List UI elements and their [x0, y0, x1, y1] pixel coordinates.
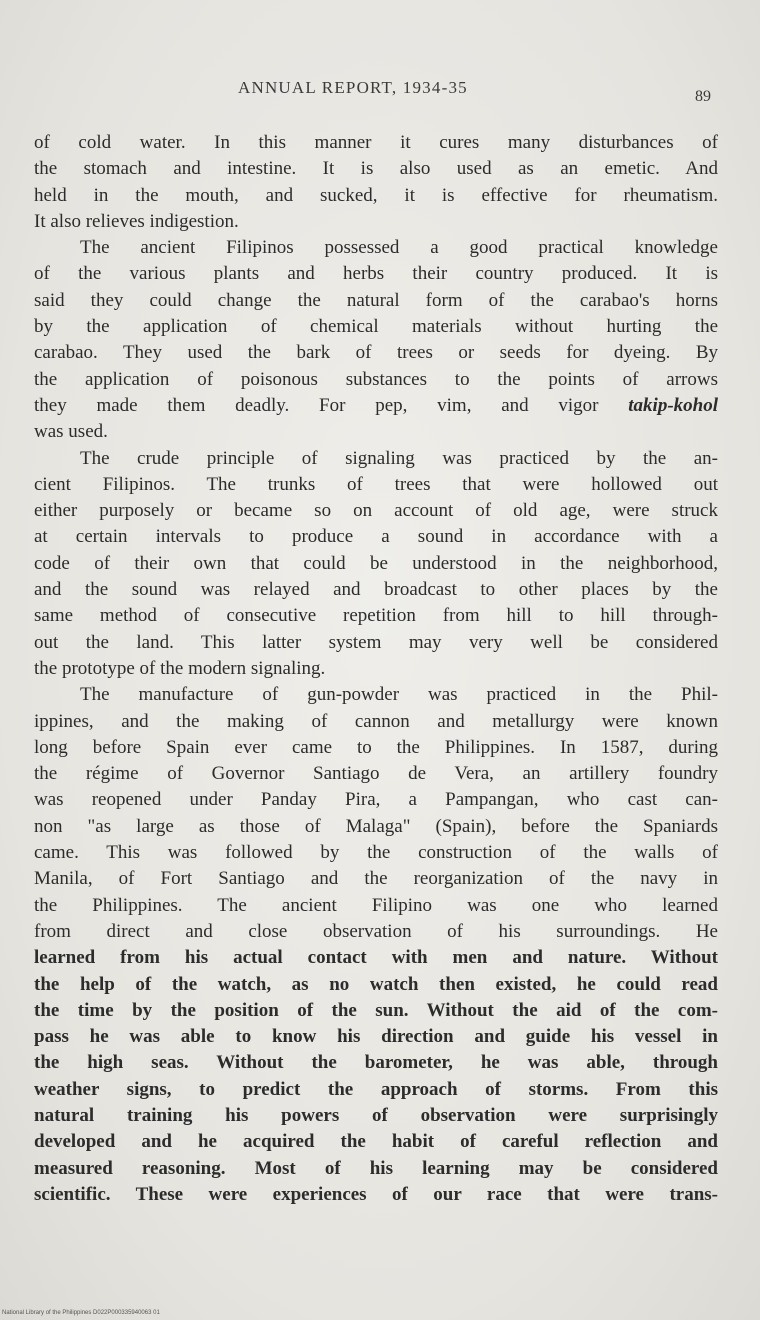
text-line: weather signs, to predict the approach of storms. From this — [34, 1078, 718, 1100]
text-line: held in the mouth, and sucked, it is effective for rheumatism. — [34, 184, 718, 206]
page-number: 89 — [695, 88, 711, 105]
paragraph-2 — [34, 235, 718, 445]
text-line: the help of the watch, as no watch then existed, he could read — [34, 973, 718, 995]
text-line: said they could change the natural form of the carabao's horns — [34, 289, 718, 311]
text-line: the time by the position of the sun. Without the aid of the com- — [34, 999, 718, 1021]
text-line: The ancient Filipinos possessed a good practical knowledge — [80, 237, 718, 259]
text-line: cient Filipinos. The trunks of trees that were hollowed out — [34, 473, 718, 495]
text-line-with-term — [34, 393, 718, 419]
text-segment: they made them deadly. For pep, vim, and vigor — [34, 394, 629, 416]
paragraph-3 — [34, 446, 718, 683]
text-line: same method of consecutive repetition from hill to hill through- — [34, 605, 718, 627]
text-line: Manila, of Fort Santiago and the reorganization of the navy in — [34, 868, 718, 890]
text-line: either purposely or became so on account of old age, were struck — [34, 500, 718, 522]
paragraph-4 — [34, 682, 718, 1208]
text-line: of cold water. In this manner it cures many disturbances of — [34, 132, 718, 153]
body-text — [34, 130, 718, 1208]
scan-credit: National Library of the Philippines D022P000335940063 01 — [2, 1310, 160, 1316]
text-line: The manufacture of gun-powder was practiced in the Phil- — [80, 684, 718, 706]
text-line: The crude principle of signaling was practiced by the an- — [80, 447, 718, 469]
text-line: natural training his powers of observation were surprisingly — [34, 1104, 718, 1126]
text-line: ippines, and the making of cannon and metallurgy were known — [34, 710, 718, 732]
text-line: It also relieves indigestion. — [34, 210, 239, 232]
paragraph-1 — [34, 130, 718, 235]
text-line: code of their own that could be understood in the neighborhood, — [34, 552, 718, 574]
text-line: the régime of Governor Santiago de Vera, an artillery foundry — [34, 763, 718, 785]
text-line: the prototype of the modern signaling. — [34, 657, 326, 679]
text-line: the Philippines. The ancient Filipino was one who learned — [34, 894, 718, 916]
text-line: the application of poisonous substances to the points of arrows — [34, 368, 718, 390]
text-line: came. This was followed by the construction of the walls of — [34, 842, 718, 864]
text-line: and the sound was relayed and broadcast to other places by the — [34, 579, 718, 601]
text-line: measured reasoning. Most of his learning may be considered — [34, 1157, 718, 1179]
running-title: ANNUAL REPORT, 1934-35 — [238, 78, 468, 97]
text-line: developed and he acquired the habit of careful reflection and — [34, 1131, 718, 1153]
text-line: of the various plants and herbs their country produced. It is — [34, 263, 718, 285]
text-line: learned from his actual contact with men and nature. Without — [34, 947, 718, 969]
text-line: non "as large as those of Malaga" (Spain), before the Spaniards — [34, 815, 718, 837]
text-line: was used. — [34, 421, 108, 443]
text-line: carabao. They used the bark of trees or seeds for dyeing. By — [34, 342, 718, 364]
text-line: at certain intervals to produce a sound in accordance with a — [34, 526, 718, 548]
text-line: was reopened under Panday Pira, a Pampangan, who cast can- — [34, 789, 718, 811]
text-line: the stomach and intestine. It is also used as an emetic. And — [34, 158, 718, 180]
text-line: out the land. This latter system may very well be considered — [34, 631, 718, 653]
italic-term: takip-kohol — [628, 394, 718, 416]
text-line: from direct and close observation of his surroundings. He — [34, 920, 718, 942]
text-line: scientific. These were experiences of our race that were trans- — [34, 1183, 718, 1205]
text-line: pass he was able to know his direction and guide his vessel in — [34, 1026, 718, 1048]
text-line: by the application of chemical materials without hurting the — [34, 316, 718, 338]
page-header — [0, 78, 760, 108]
text-line: long before Spain ever came to the Philippines. In 1587, during — [34, 736, 718, 758]
text-line: the high seas. Without the barometer, he was able, through — [34, 1052, 718, 1074]
